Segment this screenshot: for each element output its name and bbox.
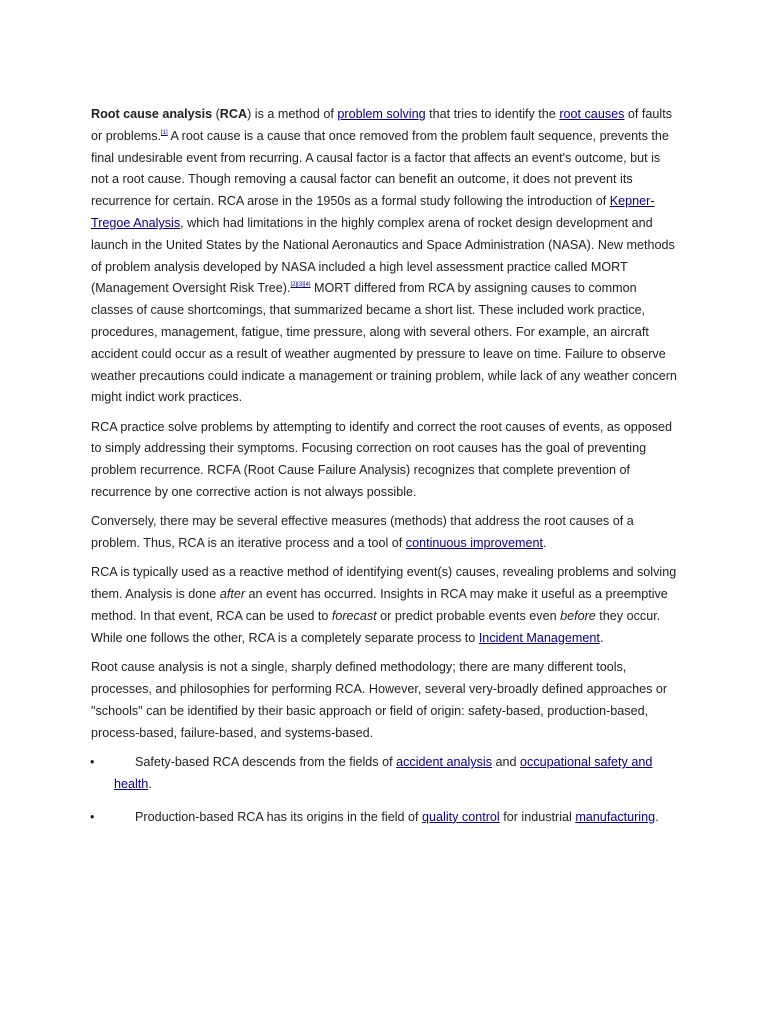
paragraph-methodology: Root cause analysis is not a single, sharply defined methodology; there are many different tools, processes, and philosophies for performing RCA. However, several very-broadly defined approaches or "schools" can be identified by their basic approach or field of origin: safety-based, production-based, process-based, failure-based, and systems-based. <box>91 660 668 740</box>
reference-2-3-4[interactable]: [2][3][4] <box>290 282 311 289</box>
paragraph-intro: Root cause analysis (RCA) is a method of problem solving that tries to identify the root causes of faults or problems.[1] A root cause is a cause that once removed from the problem fault sequence, prevents the final undesirable event from recurring. A causal factor is a factor that affects an event's outcome, but is not a root cause. Though removing a causal factor can benefit an outcome, it does not prevent its recurrence for certain. RCA arose in the 1950s as a formal study following the introduction of Kepner-Tregoe Analysis, which had limitations in the highly complex arena of rocket design development and launch in the United States by the National Aeronautics and Space Administration (NASA). New methods of problem analysis developed by NASA included a high level assessment practice called MORT (Management Oversight Risk Tree).[2][3][4] MORT differed from RCA by assigning causes to common classes of cause shortcomings, that summarized became a short list. These included work practice, procedures, management, fatigue, time pressure, along with several others. For example, an aircraft accident could occur as a result of weather augmented by pressure to leave on time. Failure to observe weather precautions could indicate a management or training problem, while lack of any weather concern might indict work practices. <box>91 107 677 405</box>
document-body <box>91 104 681 840</box>
bullet-marker: • <box>90 809 95 824</box>
link-accident-analysis[interactable]: accident analysis <box>396 755 493 770</box>
list-item-production-based: • Production-based RCA has its origins in the field of quality control for industrial manufacturing. <box>91 807 681 829</box>
link-occupational-safety[interactable]: occupational safety and health <box>114 755 653 792</box>
link-incident-management[interactable]: Incident Management <box>478 630 600 645</box>
list-item-safety-based: • Safety-based RCA descends from the fields of accident analysis and occupational safety and health. <box>91 752 681 796</box>
schools-list <box>91 752 681 828</box>
paragraph-rca-practice: RCA practice solve problems by attempting to identify and correct the root causes of events, as opposed to simply addressing their symptoms. Focusing correction on root causes has the goal of preventing problem recurrence. RCFA (Root Cause Failure Analysis) recognizes that complete prevention of recurrence by one corrective action is not always possible. <box>91 419 673 500</box>
reference-1[interactable]: [1] <box>161 129 168 136</box>
emphasis-after: after <box>219 587 246 602</box>
link-quality-control[interactable]: quality control <box>422 809 500 824</box>
link-manufacturing[interactable]: manufacturing <box>575 809 656 824</box>
link-root-causes[interactable]: root causes <box>559 107 625 121</box>
link-problem-solving[interactable]: problem solving <box>337 107 426 121</box>
emphasis-forecast: forecast <box>331 609 377 624</box>
paragraph-conversely: Conversely, there may be several effective measures (methods) that address the root causes of a problem. Thus, RCA is an iterative process and a tool of continuous improvement. <box>91 514 634 551</box>
link-continuous-improvement[interactable]: continuous improvement <box>405 536 543 551</box>
term-bold: Root cause analysis <box>91 107 213 121</box>
bullet-marker: • <box>90 755 95 770</box>
abbr-bold: RCA <box>219 107 248 121</box>
link-kepner-tregoe[interactable]: Kepner-Tregoe Analysis <box>91 194 655 230</box>
paragraph-reactive: RCA is typically used as a reactive method of identifying event(s) causes, revealing problems and solving them. Analysis is done after an event has occurred. Insights in RCA may make it useful as a preemptive method. In that event, RCA can be used to forecast or predict probable events even before they occur. While one follows the other, RCA is a completely separate process to Incident Management. <box>91 565 677 645</box>
emphasis-before: before <box>560 609 596 624</box>
